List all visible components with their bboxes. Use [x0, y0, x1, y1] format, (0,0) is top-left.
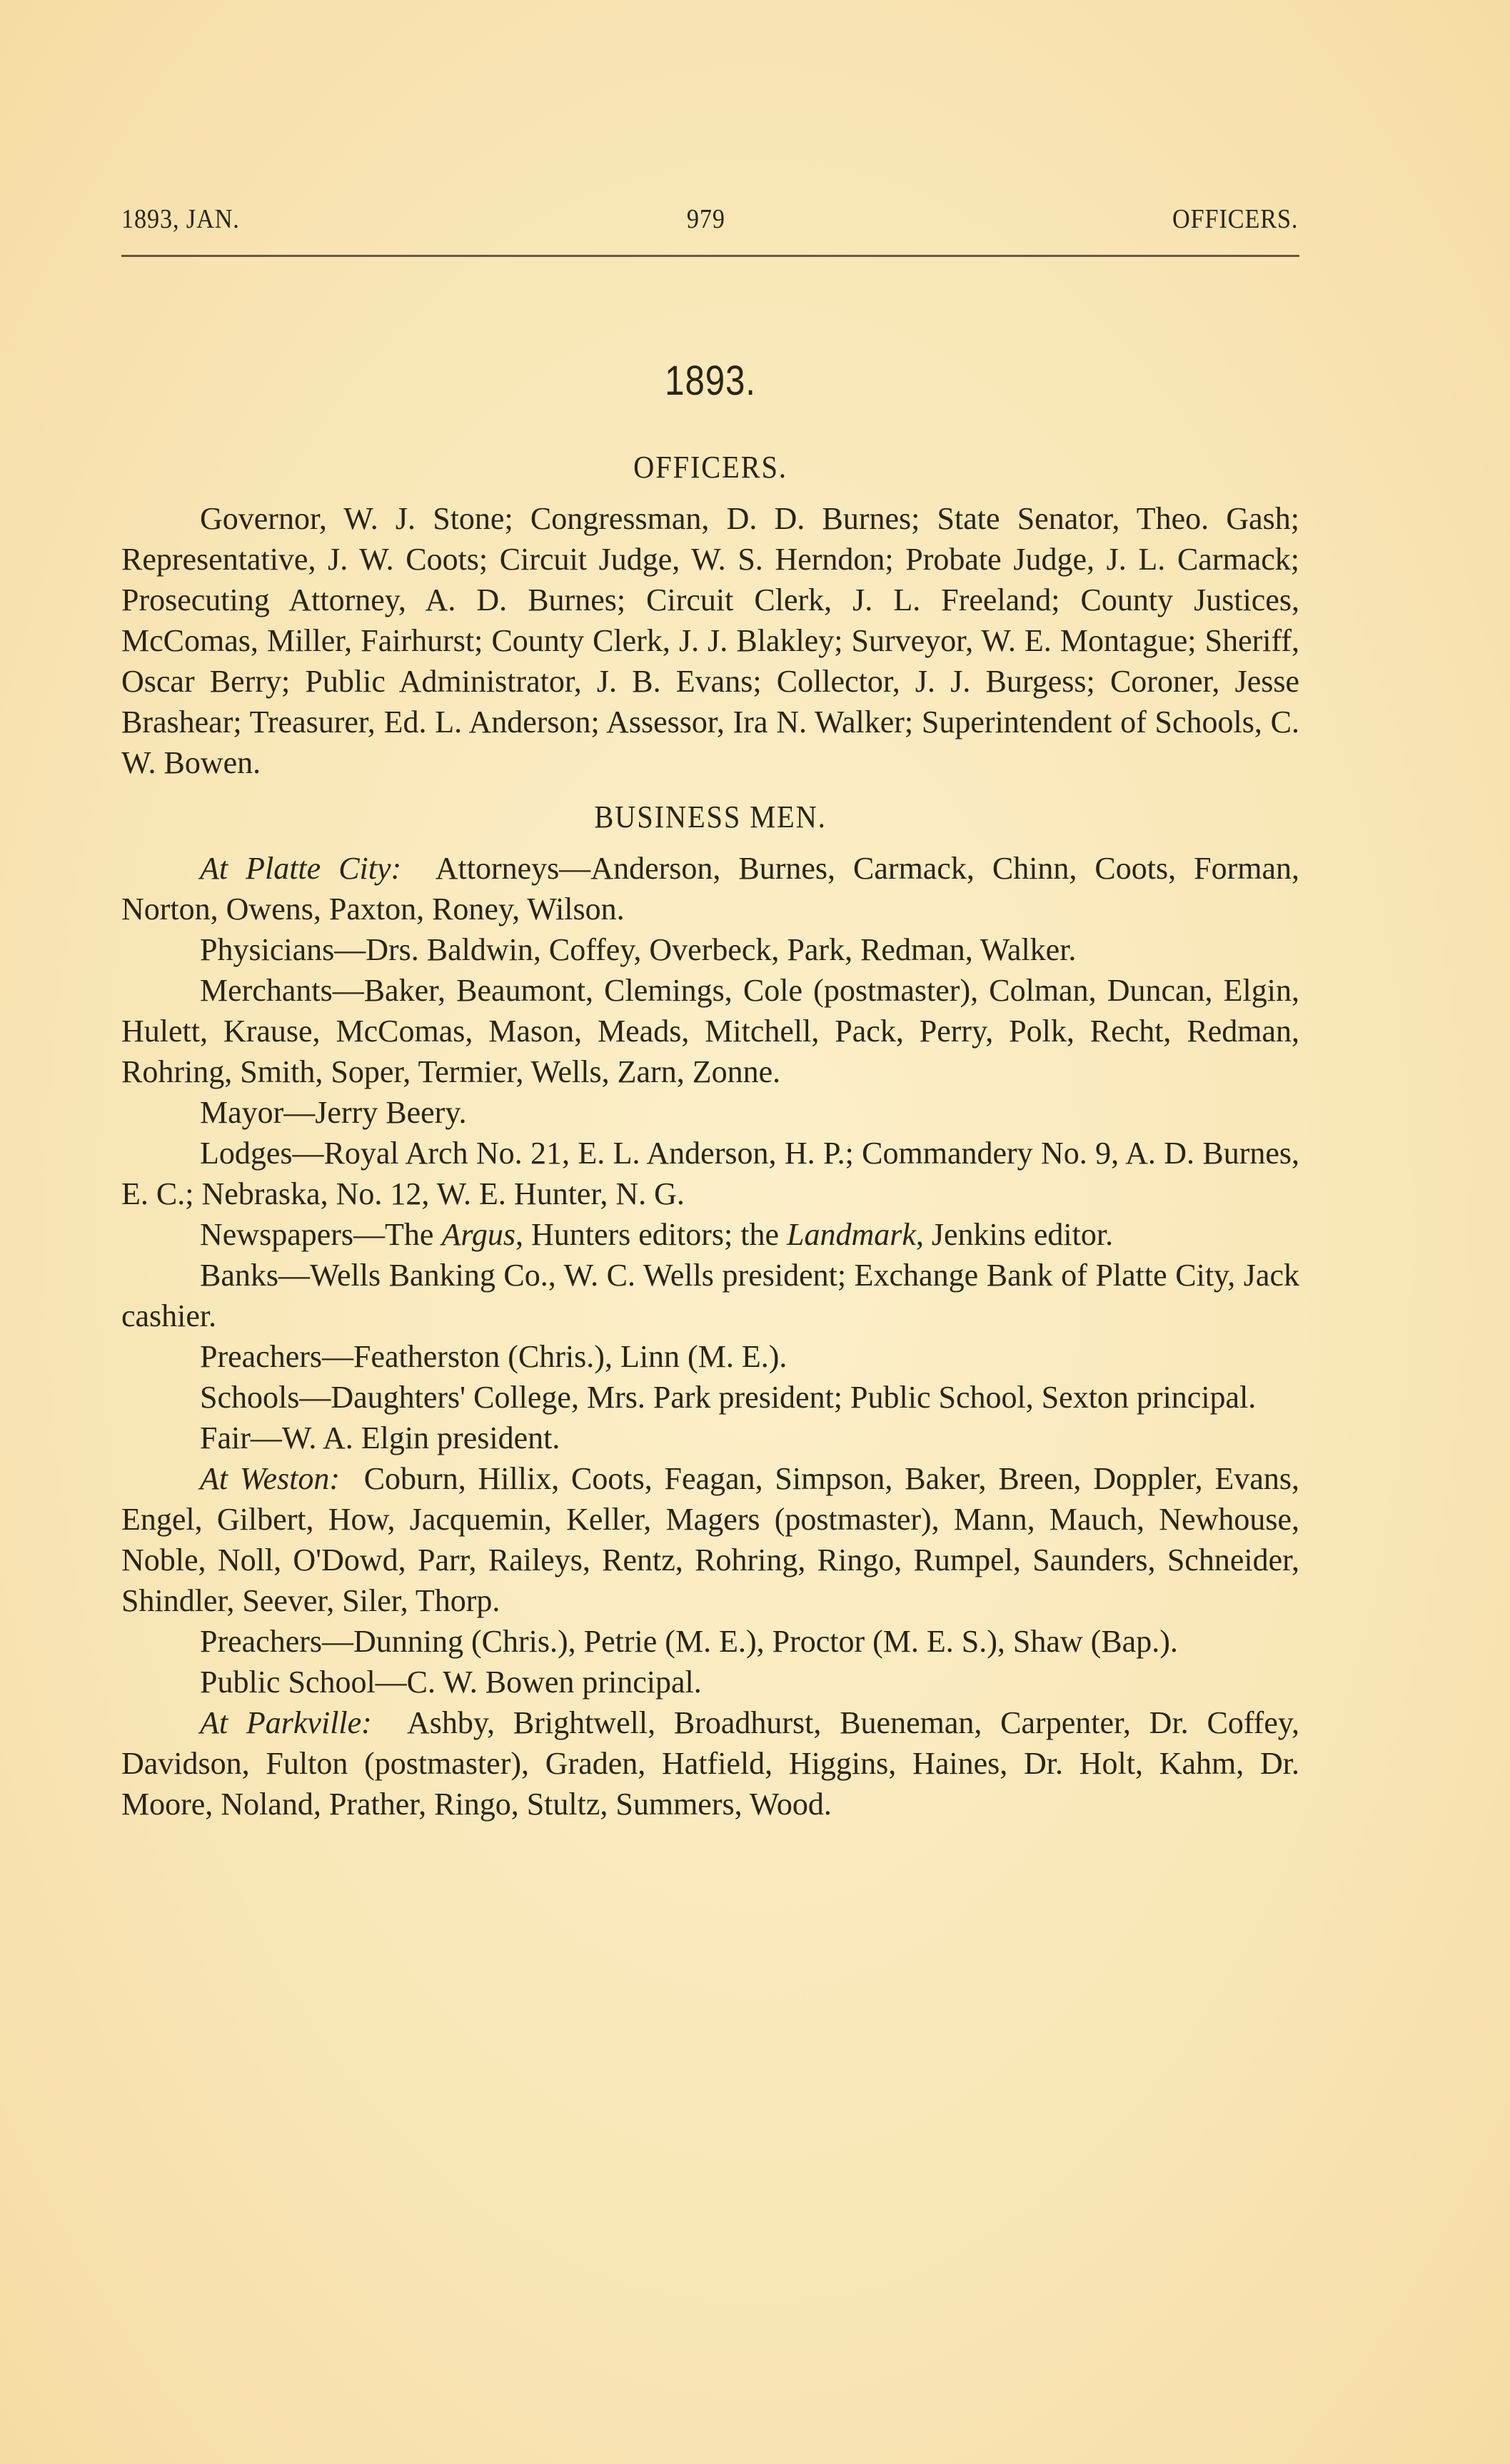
header-date: 1893, JAN. [121, 204, 240, 234]
platte-city-banks: Banks—Wells Banking Co., W. C. Wells president; Exchange Bank of Platte City, Jack cashier. [121, 1258, 1299, 1333]
header-rule [121, 255, 1299, 257]
platte-city-schools: Schools—Daughters' College, Mrs. Park president; Public School, Sexton principal. [200, 1380, 1257, 1415]
platte-city-newspapers [121, 1214, 1299, 1255]
officers-paragraph: Governor, W. J. Stone; Congressman, D. D. Burnes; State Senator, Theo. Gash; Representative, J. W. Coots; Circuit Judge, W. S. Herndon; Probate Judge, J. L. Carmack; Prosecuting Attorney, A. D. Burnes; Circuit Clerk, J. L. Freeland; County Justices, McComas, Miller, Fairhurst; County Clerk, J. J. Blakley; Surveyor, W. E. Montague; Sheriff, Oscar Berry; Public Administrator, J. B. Evans; Collector, J. J. Burgess; Coroner, Jesse Brashear; Treasurer, Ed. L. Anderson; Assessor, Ira N. Walker; Superintendent of Schools, C. W. Bowen. [121, 501, 1299, 780]
business-men-heading: BUSINESS MEN. [594, 799, 827, 834]
weston-preachers: Preachers—Dunning (Chris.), Petrie (M. E.), Proctor (M. E. S.), Shaw (Bap.). [200, 1624, 1178, 1659]
document-page [121, 203, 1299, 1824]
platte-city-mayor: Mayor—Jerry Beery. [200, 1095, 467, 1130]
newspapers-middle: , Hunters editors; the [515, 1217, 787, 1252]
weston-merchants [121, 1458, 1299, 1621]
officers-heading: OFFICERS. [633, 450, 787, 485]
parkville-list: Ashby, Brightwell, Broadhurst, Bueneman, Carpenter, Dr. Coffey, Davidson, Fulton (postmaster), Graden, Hatfield, Higgins, Haines, Dr. Holt, Kahm, Dr. Moore, Noland, Prather, Ringo, Stultz, Summers, Wood. [121, 1705, 1300, 1822]
place-platte-city: At Platte City: [200, 851, 402, 886]
platte-city-physicians: Physicians—Drs. Baldwin, Coffey, Overbeck, Park, Redman, Walker. [200, 932, 1077, 967]
platte-city-attorneys [121, 848, 1299, 929]
running-header [121, 203, 1298, 239]
weston-public-school: Public School—C. W. Bowen principal. [200, 1665, 702, 1700]
header-section: OFFICERS. [1172, 204, 1299, 234]
newspapers-prefix: Newspapers—The [200, 1217, 442, 1252]
place-weston: At Weston: [200, 1461, 341, 1496]
business-men-section [121, 848, 1299, 1824]
platte-city-preachers: Preachers—Featherston (Chris.), Linn (M. E.). [200, 1339, 787, 1374]
year-title: 1893. [665, 358, 756, 404]
newspaper-landmark: Landmark [787, 1217, 916, 1252]
newspaper-argus: Argus [441, 1217, 515, 1252]
platte-city-lodges: Lodges—Royal Arch No. 21, E. L. Anderson, H. P.; Commandery No. 9, A. D. Burnes, E. C.; Nebraska, No. 12, W. E. Hunter, N. G. [121, 1136, 1299, 1211]
attorneys-list: Attorneys—Anderson, Burnes, Carmack, Chinn, Coots, Forman, Norton, Owens, Paxton, Roney, Wilson. [121, 851, 1300, 926]
platte-city-fair: Fair—W. A. Elgin president. [200, 1420, 560, 1455]
parkville-merchants [121, 1702, 1299, 1824]
platte-city-merchants: Merchants—Baker, Beaumont, Clemings, Cole (postmaster), Colman, Duncan, Elgin, Hulett, Krause, McComas, Mason, Meads, Mitchell, Pack, Perry, Polk, Recht, Redman, Rohring, Smith, Soper, Termier, Wells, Zarn, Zonne. [121, 973, 1299, 1089]
weston-list: Coburn, Hillix, Coots, Feagan, Simpson, Baker, Breen, Doppler, Evans, Engel, Gilbert, How, Jacquemin, Keller, Magers (postmaster), Mann, Mauch, Newhouse, Noble, Noll, O'Dowd, Parr, Raileys, Rentz, Rohring, Ringo, Rumpel, Saunders, Schneider, Shindler, Seever, Siler, Thorp. [121, 1461, 1300, 1618]
page-number: 979 [686, 204, 725, 234]
newspapers-suffix: , Jenkins editor. [915, 1217, 1114, 1252]
place-parkville: At Parkville: [200, 1705, 372, 1740]
officers-section [121, 498, 1299, 783]
